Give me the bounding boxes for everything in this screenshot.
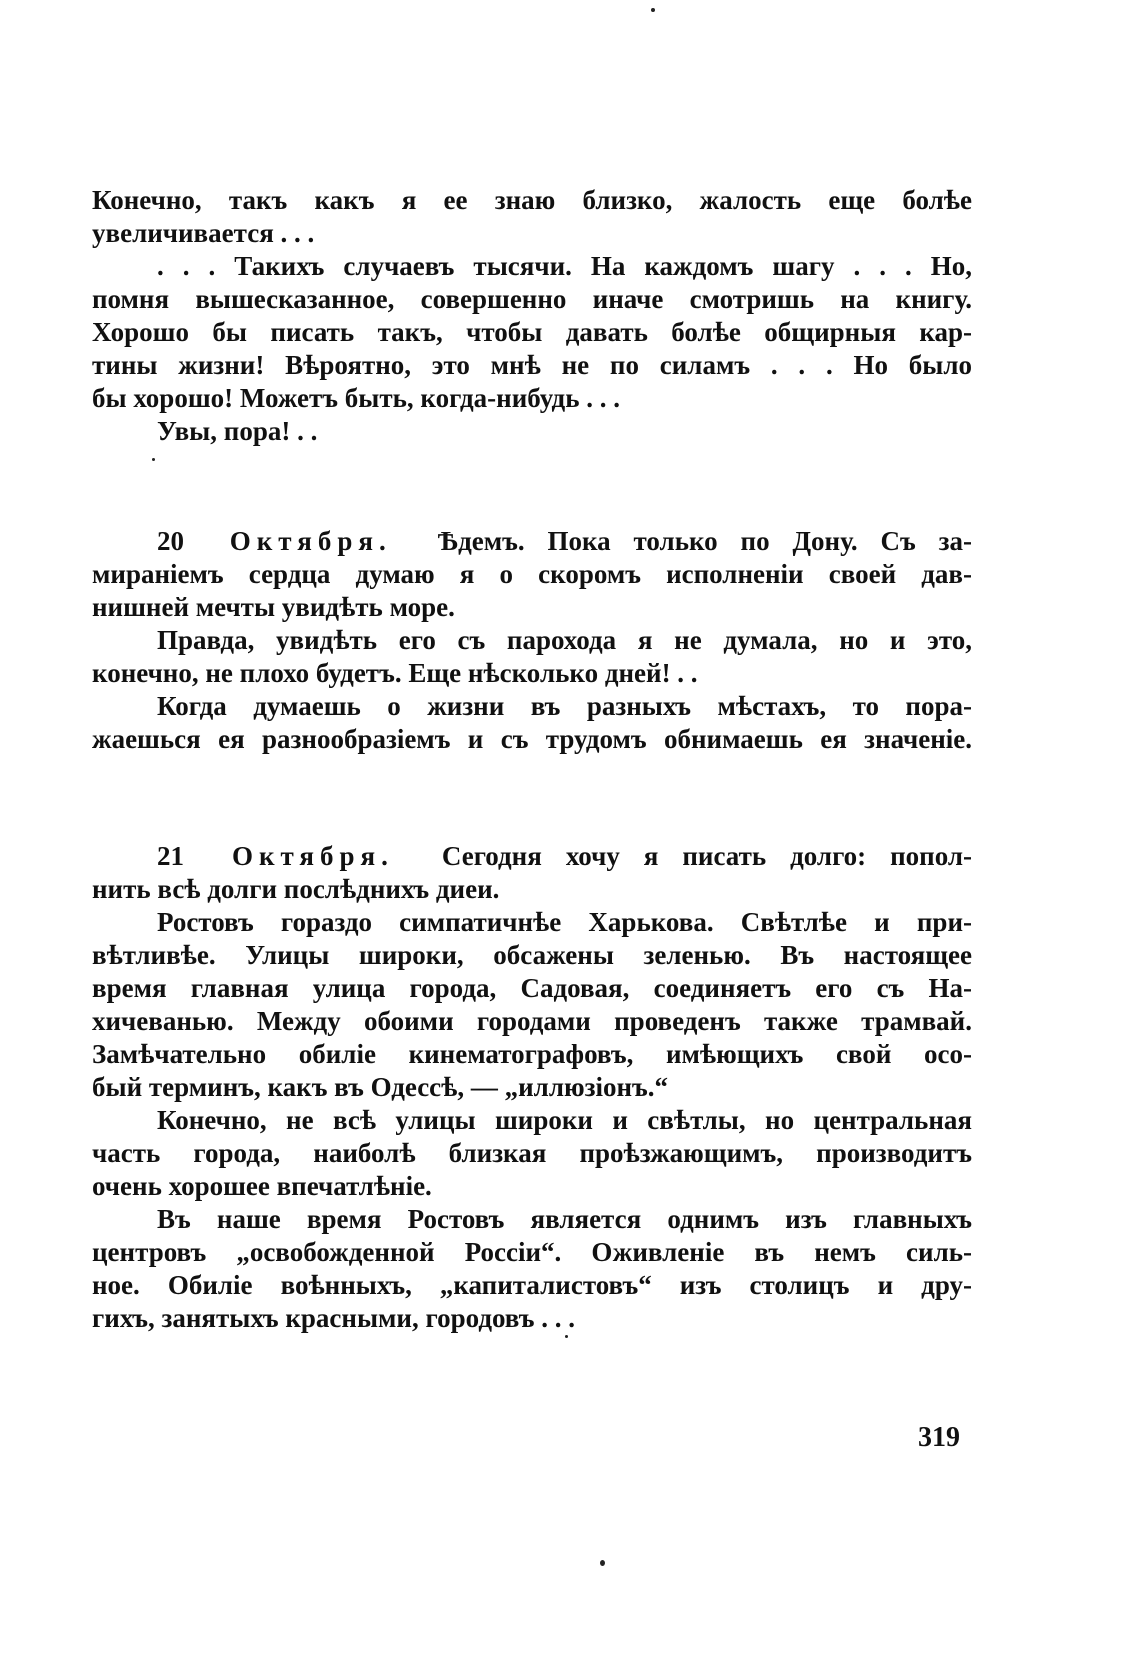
entry-month: Октября. — [229, 526, 392, 556]
text-line: . . . Такихъ случаевъ тысячи. На каждомъ шагу . . . Но, — [157, 251, 972, 281]
text-line: нить всѣ долги послѣднихъ диеи. — [92, 874, 500, 904]
text-line: очень хорошее впечатлѣніе. — [92, 1171, 432, 1201]
text-line: тины жизни! Вѣроятно, это мнѣ не по силамъ . . . Но было — [92, 350, 972, 380]
opening-paragraphs — [92, 184, 972, 448]
text-line: время главная улица города, Садовая, соединяетъ его съ На- — [92, 973, 972, 1003]
text-line: Увы, пора! . . — [157, 416, 318, 446]
text-line: Въ наше время Ростовъ является однимъ изъ главныхъ — [157, 1204, 972, 1234]
text-line: жаешься ея разнообразіемъ и съ трудомъ обнимаешь ея значеніе. — [92, 724, 972, 754]
text-line: бый терминъ, какъ въ Одессѣ, — „иллюзіонъ.“ — [92, 1072, 669, 1102]
scan-speck — [600, 1560, 605, 1566]
text-line: ное. Обиліе воѣнныхъ, „капиталистовъ“ изъ столицъ и дру- — [92, 1270, 972, 1300]
text-line: увеличивается . . . — [92, 218, 315, 248]
entry-month: Октября. — [231, 841, 394, 871]
text-line: Конечно, не всѣ улицы широки и свѣтлы, но центральная — [157, 1105, 972, 1135]
diary-entry-21-october — [92, 840, 972, 1335]
text-line: гихъ, занятыхъ красными, городовъ . . . — [92, 1303, 575, 1333]
diary-entry-20-october — [92, 525, 972, 756]
text-line: часть города, наиболѣ близкая проѣзжающимъ, производитъ — [92, 1138, 972, 1168]
text-line: хичеванью. Между обоими городами проведенъ также трамвай. — [92, 1006, 972, 1036]
text-line: помня вышесказанное, совершенно иначе смотришь на книгу. — [92, 284, 972, 314]
entry-day: 21 — [157, 841, 184, 871]
text-line: центровъ „освобожденной Россіи“. Оживленіе въ немъ силь- — [92, 1237, 972, 1267]
text-line: мираніемъ сердца думаю я о скоромъ исполненіи своей дав- — [92, 559, 972, 589]
text-line: конечно, не плохо будетъ. Еще нѣсколько дней! . . — [92, 658, 698, 688]
scan-speck — [565, 1335, 568, 1338]
page-number: 319 — [918, 1422, 960, 1453]
text-line: Замѣчательно обиліе кинематографовъ, имѣющихъ свой осо- — [92, 1039, 972, 1069]
entry-first-line — [92, 525, 972, 558]
entry-day: 20 — [157, 526, 184, 556]
text-line: Ростовъ гораздо симпатичнѣе Харькова. Свѣтлѣе и при- — [157, 907, 972, 937]
text-line: Хорошо бы писать такъ, чтобы давать болѣе общирныя кар- — [92, 317, 972, 347]
text-line: бы хорошо! Можетъ быть, когда-нибудь . . . — [92, 383, 620, 413]
text-line: вѣтливѣе. Улицы широки, обсажены зеленью. Въ настоящее — [92, 940, 972, 970]
entry-text: Сегодня хочу я писать долго: попол- — [441, 841, 973, 871]
text-line: Конечно, такъ какъ я ее знаю близко, жалость еще болѣе — [92, 185, 972, 215]
text-line: Правда, увидѣть его съ парохода я не думала, но и это, — [157, 625, 972, 655]
scan-speck — [152, 458, 155, 461]
scan-speck — [651, 8, 655, 12]
text-line: Когда думаешь о жизни въ разныхъ мѣстахъ, то пора- — [157, 691, 972, 721]
entry-text: Ѣдемъ. Пока только по Дону. Съ за- — [437, 526, 972, 556]
text-line: нишней мечты увидѣть море. — [92, 592, 455, 622]
entry-first-line — [92, 840, 972, 873]
